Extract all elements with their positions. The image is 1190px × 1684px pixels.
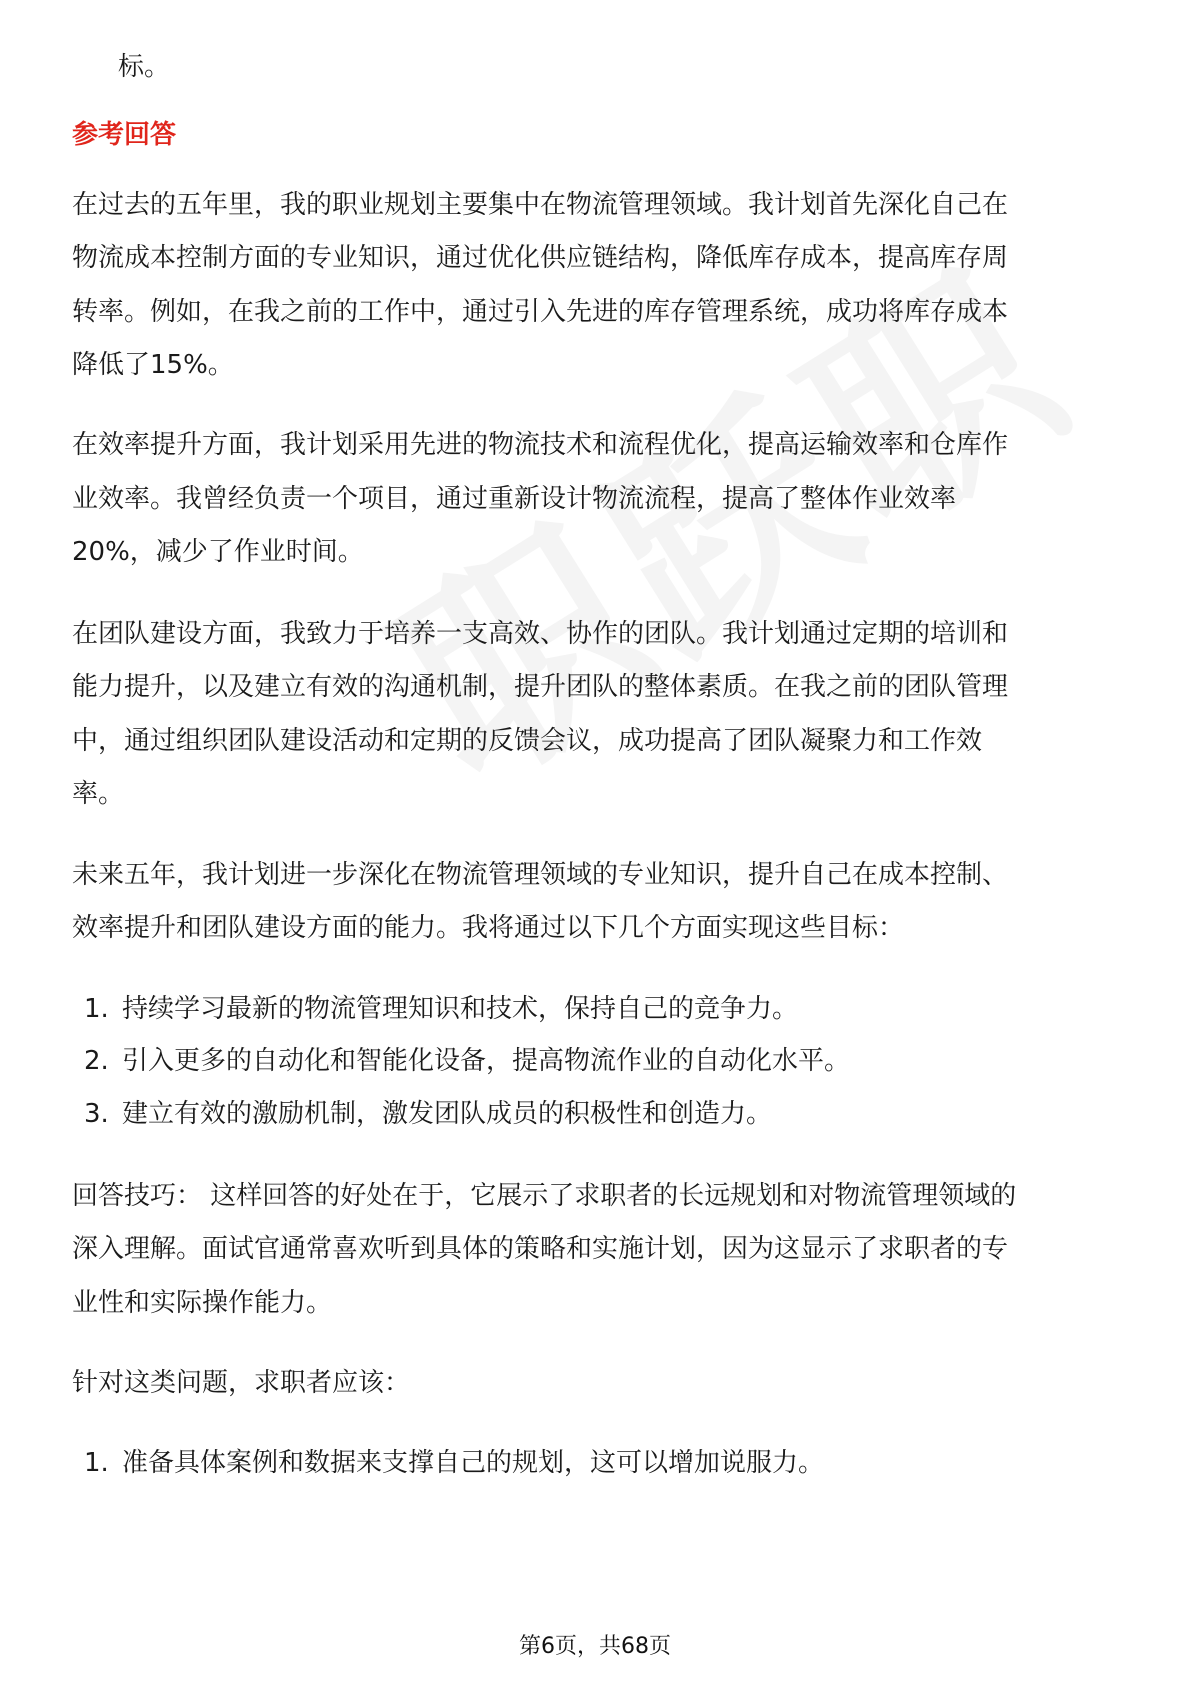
paragraph-line: 能力提升，以及建立有效的沟通机制，提升团队的整体素质。在我之前的团队管理 [72,672,1009,702]
list-number: 2. [84,1046,109,1076]
paragraph-line: 在效率提升方面，我计划采用先进的物流技术和流程优化，提高运输效率和仓库作 [72,430,1009,460]
list-number: 3. [84,1099,109,1129]
paragraph-line: 回答技巧： 这样回答的好处在于，它展示了求职者的长远规划和对物流管理领域的 [72,1181,1017,1211]
paragraph-line: 转率。例如，在我之前的工作中，通过引入先进的库存管理系统，成功将库存成本 [72,297,1009,327]
paragraph-line: 中，通过组织团队建设活动和定期的反馈会议，成功提高了团队凝聚力和工作效 [72,726,983,756]
paragraph-line: 物流成本控制方面的专业知识，通过优化供应链结构，降低库存成本，提高库存周 [72,243,1009,273]
continued-fragment: 标。 [118,52,171,82]
list-text: 建立有效的激励机制，激发团队成员的积极性和创造力。 [122,1099,773,1129]
paragraph-line: 降低了15%。 [72,350,234,380]
paragraph-line: 未来五年，我计划进一步深化在物流管理领域的专业知识，提升自己在成本控制、 [72,860,1009,890]
list-number: 1. [84,994,109,1024]
paragraph-line: 在过去的五年里，我的职业规划主要集中在物流管理领域。我计划首先深化自己在 [72,190,1009,220]
paragraph-line: 效率提升和团队建设方面的能力。我将通过以下几个方面实现这些目标： [72,913,905,943]
list-text: 准备具体案例和数据来支撑自己的规划，这可以增加说服力。 [122,1448,825,1478]
list-number: 1. [84,1448,109,1478]
paragraph-line: 业效率。我曾经负责一个项目，通过重新设计物流流程，提高了整体作业效率 [72,484,957,514]
paragraph-line: 20%，减少了作业时间。 [72,537,364,567]
paragraph-line: 深入理解。面试官通常喜欢听到具体的策略和实施计划，因为这显示了求职者的专 [72,1234,1009,1264]
paragraph-line: 率。 [72,779,125,809]
section-heading: 参考回答 [72,120,177,150]
list-text: 引入更多的自动化和智能化设备，提高物流作业的自动化水平。 [122,1046,851,1076]
page-number: 第6页，共68页 [519,1634,671,1659]
paragraph-line: 业性和实际操作能力。 [72,1288,333,1318]
paragraph-line: 在团队建设方面，我致力于培养一支高效、协作的团队。我计划通过定期的培训和 [72,619,1009,649]
list-text: 持续学习最新的物流管理知识和技术，保持自己的竞争力。 [122,994,799,1024]
advice-intro: 针对这类问题，求职者应该： [72,1368,411,1398]
